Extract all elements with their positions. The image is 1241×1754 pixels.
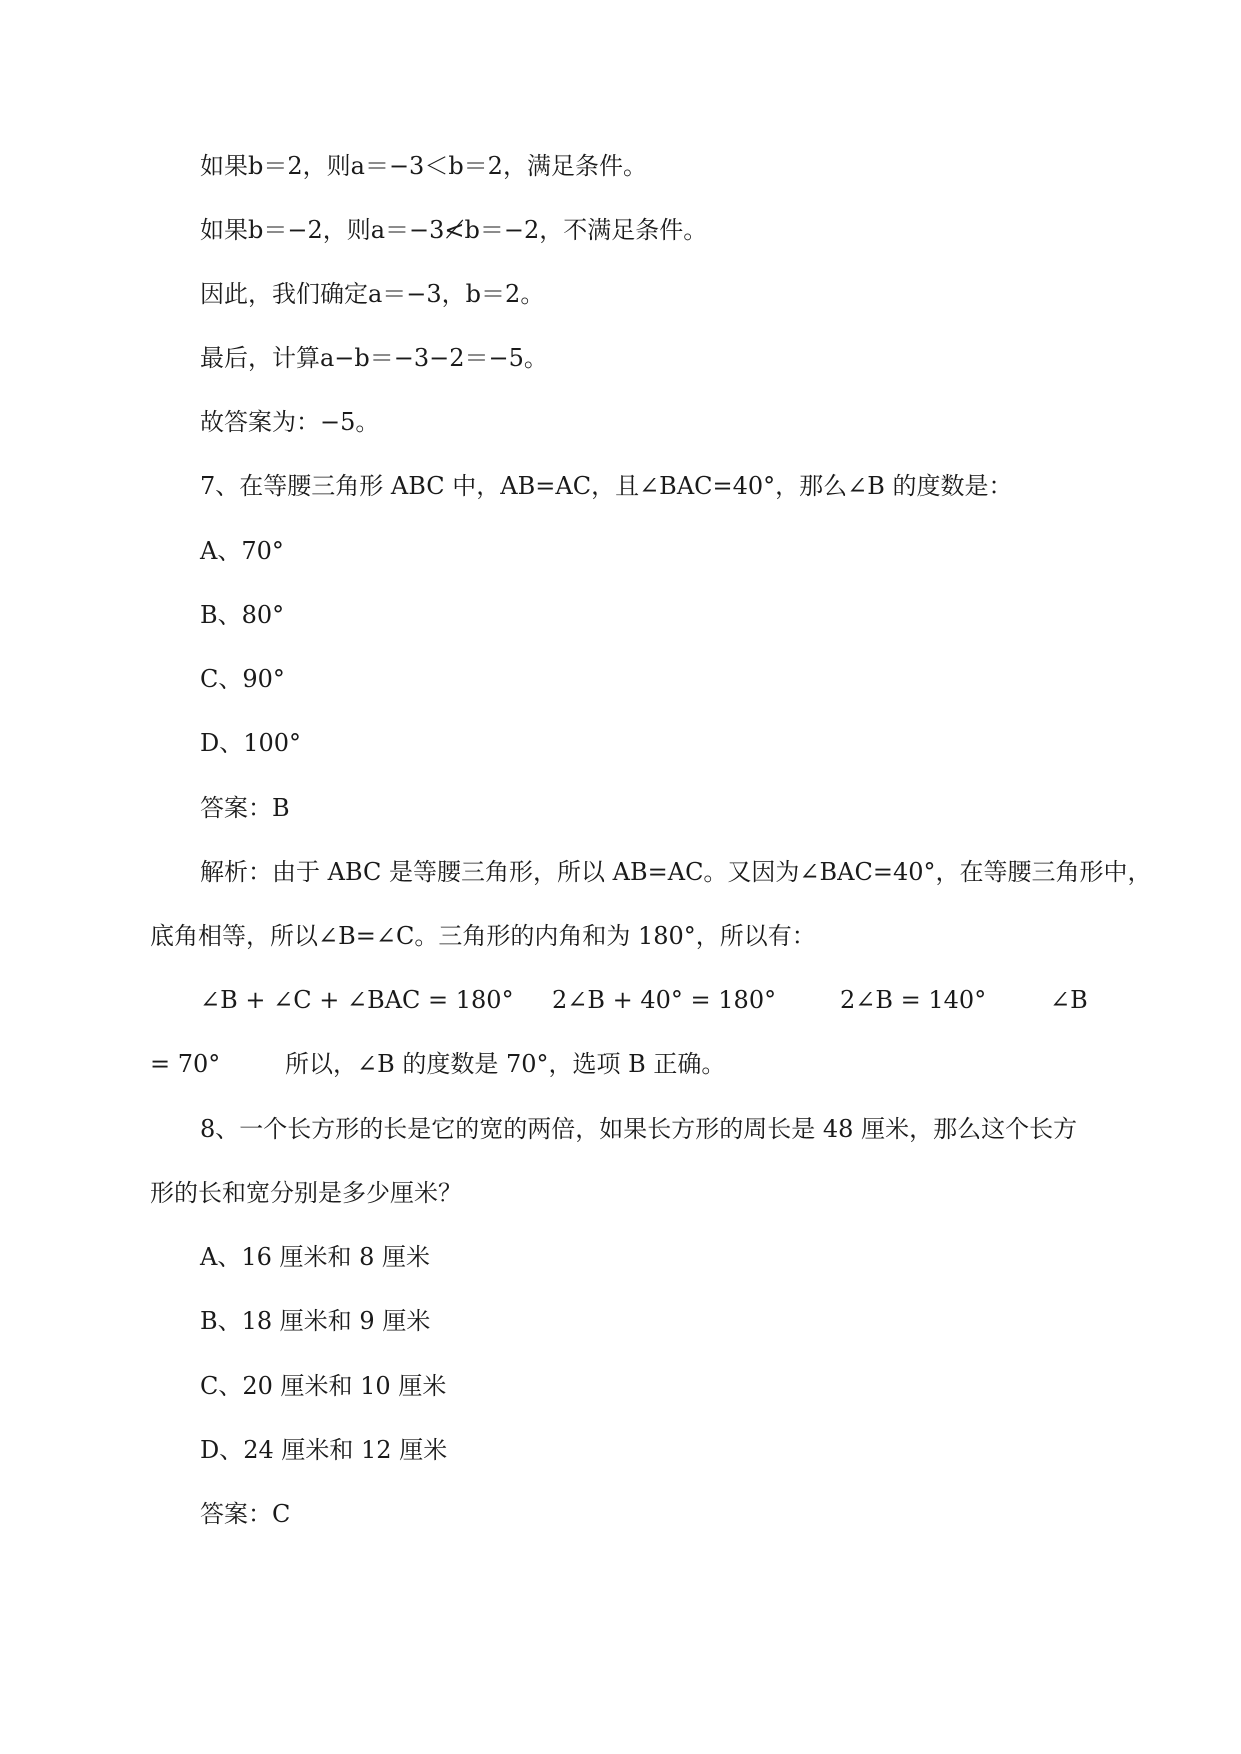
question-8-option-a: A、16 厘米和 8 厘米 [200,1243,431,1271]
question-7-analysis-line-2: 底角相等，所以∠B=∠C。三角形的内角和为 180°，所以有： [150,922,816,950]
equation-double-angle: 2∠B + 40° = 180° [552,986,777,1014]
question-7-result-value: = 70° [150,1050,221,1078]
solution-line-conclusion: 因此，我们确定a＝−3，b＝2。 [200,280,545,308]
question-7-option-b: B、80° [200,601,285,629]
question-7-option-c: C、90° [200,665,285,693]
question-8-option-d: D、24 厘米和 12 厘米 [200,1436,448,1464]
question-7-conclusion: 所以，∠B 的度数是 70°，选项 B 正确。 [285,1050,726,1078]
question-7-option-a: A、70° [200,537,284,565]
solution-line-answer: 故答案为：−5。 [200,408,380,436]
solution-line-b-negative: 如果b＝−2，则a＝−3≮b＝−2，不满足条件。 [200,216,708,244]
question-7-option-d: D、100° [200,729,302,757]
question-8-stem-line-1: 8、一个长方形的长是它的宽的两倍，如果长方形的周长是 48 厘米，那么这个长方 [200,1115,1078,1143]
solution-line-calculation: 最后，计算a−b＝−3−2＝−5。 [200,344,548,372]
question-7-analysis-line-1: 解析：由于 ABC 是等腰三角形，所以 AB=AC。又因为∠BAC=40°，在等腰三角形中， [200,858,1152,886]
equation-angle-sum: ∠B + ∠C + ∠BAC = 180° [200,986,514,1014]
question-7-stem: 7、在等腰三角形 ABC 中，AB=AC，且∠BAC=40°，那么∠B 的度数是： [200,472,1013,500]
question-8-stem-line-2: 形的长和宽分别是多少厘米？ [150,1179,462,1207]
question-8-option-c: C、20 厘米和 10 厘米 [200,1372,447,1400]
equation-angle-b-label: ∠B [1050,986,1088,1014]
solution-line-b-positive: 如果b＝2，则a＝−3＜b＝2，满足条件。 [200,152,647,180]
question-7-equation-row [200,985,1090,1015]
question-8-answer: 答案：C [200,1500,291,1528]
question-7-answer: 答案：B [200,794,290,822]
question-8-option-b: B、18 厘米和 9 厘米 [200,1307,431,1335]
equation-double-angle-result: 2∠B = 140° [840,986,987,1014]
